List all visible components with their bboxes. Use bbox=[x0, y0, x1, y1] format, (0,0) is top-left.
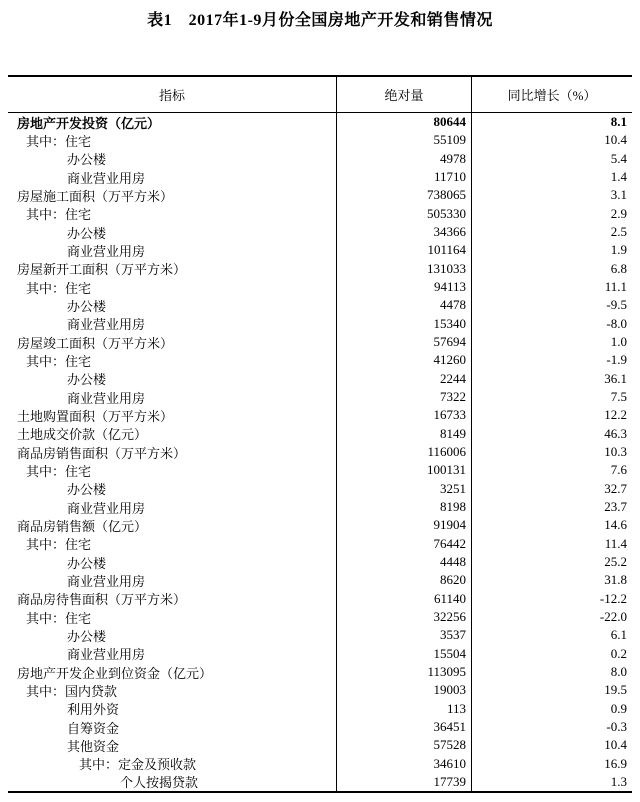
row-indicator: 其中：住宅 bbox=[26, 280, 92, 296]
row-indicator: 商业营业用房 bbox=[67, 243, 146, 259]
row-growth-value: -22.0 bbox=[471, 608, 632, 626]
row-growth-value: 5.4 bbox=[471, 150, 632, 168]
table-row bbox=[8, 150, 632, 168]
row-growth-value: 8.0 bbox=[471, 663, 632, 681]
row-growth-value: 23.7 bbox=[471, 498, 632, 516]
row-indicator: 房屋施工面积（万平方米） bbox=[17, 188, 174, 204]
row-growth-value: 8.1 bbox=[471, 113, 632, 131]
row-indicator: 其中：住宅 bbox=[26, 353, 92, 369]
row-absolute-value: 3537 bbox=[336, 626, 471, 644]
row-absolute-value: 100131 bbox=[336, 461, 471, 479]
row-growth-value: 31.8 bbox=[471, 571, 632, 589]
row-growth-value: 1.3 bbox=[471, 773, 632, 791]
table-row bbox=[8, 205, 632, 223]
row-indicator: 其中：住宅 bbox=[26, 207, 92, 223]
column-header-yoy-growth: 同比增长（%） bbox=[471, 77, 632, 112]
table-row bbox=[8, 388, 632, 406]
row-indicator: 办公楼 bbox=[67, 225, 107, 241]
row-absolute-value: 16733 bbox=[336, 406, 471, 424]
row-indicator: 其中：住宅 bbox=[26, 610, 92, 626]
row-indicator: 自筹资金 bbox=[67, 720, 120, 736]
table-row bbox=[8, 645, 632, 663]
table-row bbox=[8, 590, 632, 608]
table-row bbox=[8, 425, 632, 443]
table-row bbox=[8, 315, 632, 333]
row-indicator: 办公楼 bbox=[67, 482, 107, 498]
row-growth-value: -12.2 bbox=[471, 590, 632, 608]
row-growth-value: 16.9 bbox=[471, 754, 632, 772]
row-growth-value: 1.9 bbox=[471, 241, 632, 259]
row-growth-value: 10.4 bbox=[471, 131, 632, 149]
row-growth-value: 11.1 bbox=[471, 278, 632, 296]
column-header-absolute-amount: 绝对量 bbox=[336, 77, 471, 112]
row-absolute-value: 505330 bbox=[336, 205, 471, 223]
row-absolute-value: 80644 bbox=[336, 113, 471, 131]
row-growth-value: 6.1 bbox=[471, 626, 632, 644]
row-indicator: 房地产开发投资（亿元） bbox=[17, 115, 161, 131]
row-absolute-value: 76442 bbox=[336, 535, 471, 553]
row-growth-value: 3.1 bbox=[471, 186, 632, 204]
table-header-row bbox=[8, 77, 632, 113]
table-row bbox=[8, 186, 632, 204]
row-absolute-value: 94113 bbox=[336, 278, 471, 296]
row-growth-value: 46.3 bbox=[471, 425, 632, 443]
table-row bbox=[8, 663, 632, 681]
row-indicator: 办公楼 bbox=[67, 628, 107, 644]
row-absolute-value: 7322 bbox=[336, 388, 471, 406]
row-absolute-value: 101164 bbox=[336, 241, 471, 259]
table-row bbox=[8, 681, 632, 699]
table-row bbox=[8, 480, 632, 498]
row-indicator: 商业营业用房 bbox=[67, 390, 146, 406]
table-row bbox=[8, 131, 632, 149]
row-indicator: 其他资金 bbox=[67, 738, 120, 754]
row-absolute-value: 61140 bbox=[336, 590, 471, 608]
row-indicator: 商业营业用房 bbox=[67, 573, 146, 589]
row-absolute-value: 15340 bbox=[336, 315, 471, 333]
table-row bbox=[8, 333, 632, 351]
row-growth-value: 14.6 bbox=[471, 516, 632, 534]
row-absolute-value: 4448 bbox=[336, 553, 471, 571]
table-row bbox=[8, 443, 632, 461]
table-row bbox=[8, 351, 632, 369]
table-row bbox=[8, 260, 632, 278]
row-absolute-value: 8149 bbox=[336, 425, 471, 443]
row-indicator: 房地产开发企业到位资金（亿元） bbox=[17, 665, 213, 681]
row-absolute-value: 2244 bbox=[336, 370, 471, 388]
row-absolute-value: 32256 bbox=[336, 608, 471, 626]
table-row bbox=[8, 241, 632, 259]
table-row bbox=[8, 370, 632, 388]
row-growth-value: 1.4 bbox=[471, 168, 632, 186]
row-absolute-value: 4978 bbox=[336, 150, 471, 168]
row-indicator: 其中：住宅 bbox=[26, 134, 92, 149]
row-growth-value: 6.8 bbox=[471, 260, 632, 278]
table-row bbox=[8, 718, 632, 736]
table-row bbox=[8, 608, 632, 626]
table-row bbox=[8, 223, 632, 241]
table-row bbox=[8, 461, 632, 479]
table-body bbox=[8, 113, 632, 791]
row-growth-value: 10.4 bbox=[471, 736, 632, 754]
column-header-indicator: 指标 bbox=[158, 88, 185, 103]
table-row bbox=[8, 113, 632, 131]
row-indicator: 利用外资 bbox=[67, 702, 120, 718]
table-row bbox=[8, 406, 632, 424]
row-absolute-value: 57528 bbox=[336, 736, 471, 754]
row-growth-value: 0.9 bbox=[471, 700, 632, 718]
row-growth-value: -8.0 bbox=[471, 315, 632, 333]
table-row bbox=[8, 296, 632, 314]
table-row bbox=[8, 626, 632, 644]
row-growth-value: 0.2 bbox=[471, 645, 632, 663]
row-indicator: 个人按揭贷款 bbox=[120, 775, 199, 791]
row-absolute-value: 15504 bbox=[336, 645, 471, 663]
row-growth-value: 10.3 bbox=[471, 443, 632, 461]
row-indicator: 其中：住宅 bbox=[26, 537, 92, 553]
table-row bbox=[8, 736, 632, 754]
row-indicator: 商业营业用房 bbox=[67, 647, 146, 663]
row-indicator: 其中：国内贷款 bbox=[26, 683, 118, 699]
row-indicator: 办公楼 bbox=[67, 555, 107, 571]
table-row bbox=[8, 700, 632, 718]
row-absolute-value: 34366 bbox=[336, 223, 471, 241]
row-absolute-value: 17739 bbox=[336, 773, 471, 791]
row-absolute-value: 11710 bbox=[336, 168, 471, 186]
table-row bbox=[8, 516, 632, 534]
real-estate-stats-table bbox=[8, 75, 632, 793]
row-absolute-value: 738065 bbox=[336, 186, 471, 204]
row-indicator: 商业营业用房 bbox=[67, 500, 146, 516]
row-growth-value: 2.9 bbox=[471, 205, 632, 223]
row-indicator: 办公楼 bbox=[67, 152, 107, 168]
row-absolute-value: 55109 bbox=[336, 131, 471, 149]
table-row bbox=[8, 535, 632, 553]
row-indicator: 土地购置面积（万平方米） bbox=[17, 408, 174, 424]
row-growth-value: 2.5 bbox=[471, 223, 632, 241]
row-growth-value: -9.5 bbox=[471, 296, 632, 314]
row-growth-value: 12.2 bbox=[471, 406, 632, 424]
table-row bbox=[8, 571, 632, 589]
row-growth-value: 7.6 bbox=[471, 461, 632, 479]
row-absolute-value: 131033 bbox=[336, 260, 471, 278]
row-absolute-value: 34610 bbox=[336, 754, 471, 772]
row-absolute-value: 8198 bbox=[336, 498, 471, 516]
row-indicator: 商品房销售额（亿元） bbox=[17, 518, 148, 534]
row-growth-value: 25.2 bbox=[471, 553, 632, 571]
row-indicator: 房屋新开工面积（万平方米） bbox=[17, 262, 187, 278]
table-row bbox=[8, 773, 632, 791]
table-row bbox=[8, 498, 632, 516]
row-growth-value: 36.1 bbox=[471, 370, 632, 388]
row-absolute-value: 116006 bbox=[336, 443, 471, 461]
row-absolute-value: 113095 bbox=[336, 663, 471, 681]
row-indicator: 土地成交价款（亿元） bbox=[17, 427, 148, 443]
row-growth-value: -0.3 bbox=[471, 718, 632, 736]
row-absolute-value: 36451 bbox=[336, 718, 471, 736]
row-absolute-value: 41260 bbox=[336, 351, 471, 369]
row-absolute-value: 8620 bbox=[336, 571, 471, 589]
row-indicator: 办公楼 bbox=[67, 298, 107, 314]
row-absolute-value: 3251 bbox=[336, 480, 471, 498]
table-row bbox=[8, 553, 632, 571]
row-growth-value: 32.7 bbox=[471, 480, 632, 498]
row-indicator: 商业营业用房 bbox=[67, 317, 146, 333]
row-absolute-value: 57694 bbox=[336, 333, 471, 351]
row-indicator: 房屋竣工面积（万平方米） bbox=[17, 335, 174, 351]
row-growth-value: 19.5 bbox=[471, 681, 632, 699]
row-absolute-value: 113 bbox=[336, 700, 471, 718]
row-absolute-value: 4478 bbox=[336, 296, 471, 314]
row-absolute-value: 91904 bbox=[336, 516, 471, 534]
row-indicator: 商品房待售面积（万平方米） bbox=[17, 592, 187, 608]
row-absolute-value: 19003 bbox=[336, 681, 471, 699]
row-growth-value: 11.4 bbox=[471, 535, 632, 553]
row-indicator: 其中：住宅 bbox=[26, 463, 92, 479]
table-row bbox=[8, 278, 632, 296]
row-growth-value: 7.5 bbox=[471, 388, 632, 406]
row-indicator: 商品房销售面积（万平方米） bbox=[17, 445, 187, 461]
row-indicator: 其中：定金及预收款 bbox=[79, 757, 197, 773]
table-row bbox=[8, 754, 632, 772]
page-title: 表1 2017年1-9月份全国房地产开发和销售情况 bbox=[147, 12, 493, 29]
row-growth-value: 1.0 bbox=[471, 333, 632, 351]
row-growth-value: -1.9 bbox=[471, 351, 632, 369]
row-indicator: 办公楼 bbox=[67, 372, 107, 388]
row-indicator: 商业营业用房 bbox=[67, 170, 146, 186]
table-row bbox=[8, 168, 632, 186]
